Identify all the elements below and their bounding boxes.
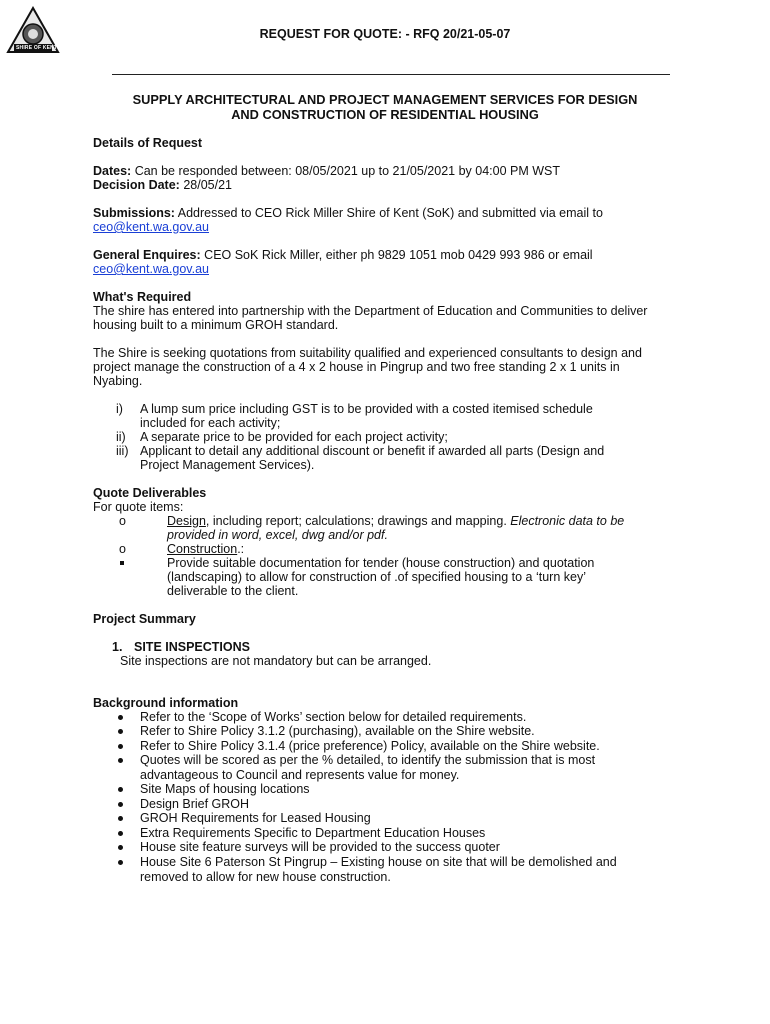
- roman-num: iii): [116, 444, 129, 458]
- background-item-line2: advantageous to Council and represents value for money.: [140, 768, 460, 782]
- summary-item-title: SITE INSPECTIONS: [134, 640, 250, 654]
- construction-sub-line3: deliverable to the client.: [167, 584, 299, 598]
- bullet-icon: [118, 802, 123, 807]
- required-p2-line1: The Shire is seeking quotations from suitability qualified and experienced consultants to design and: [93, 346, 642, 360]
- bullet-icon: [118, 715, 123, 720]
- design-marker: o: [119, 514, 126, 528]
- roman-num: i): [116, 402, 123, 416]
- roman-num: ii): [116, 430, 126, 444]
- decision-line: [93, 178, 232, 193]
- design-line: [167, 514, 624, 529]
- enquires-line: [93, 248, 593, 263]
- submissions-text: Addressed to CEO Rick Miller Shire of Kent (SoK) and submitted via email to: [174, 206, 603, 220]
- background-item: Design Brief GROH: [140, 797, 250, 811]
- dates-line: [93, 164, 560, 179]
- summary-item-text: Site inspections are not mandatory but can be arranged.: [120, 654, 432, 668]
- required-p2-line3: Nyabing.: [93, 374, 143, 388]
- bullet-icon: [118, 787, 123, 792]
- submissions-email-link[interactable]: ceo@kent.wa.gov.au: [93, 220, 209, 234]
- decision-text: 28/05/21: [179, 178, 232, 192]
- design-line2: [167, 528, 388, 543]
- design-italic: Electronic data to be: [506, 514, 625, 528]
- submissions-line: [93, 206, 603, 221]
- summary-heading: Project Summary: [93, 612, 196, 626]
- background-item: Site Maps of housing locations: [140, 782, 310, 796]
- background-item: GROH Requirements for Leased Housing: [140, 811, 371, 825]
- background-item: Refer to the ‘Scope of Works’ section below for detailed requirements.: [140, 710, 527, 724]
- background-item-line2: removed to allow for new house construction.: [140, 870, 391, 884]
- background-heading: Background information: [93, 696, 239, 710]
- construction-sub-line2: (landscaping) to allow for construction of .of specified housing to a ‘turn key’: [167, 570, 586, 584]
- details-heading: Details of Request: [93, 136, 203, 150]
- roman-item-line2: included for each activity;: [140, 416, 281, 430]
- roman-item-line1: A separate price to be provided for each project activity;: [140, 430, 448, 444]
- roman-item-line1: Applicant to detail any additional discount or benefit if awarded all parts (Design and: [140, 444, 605, 458]
- bullet-icon: [118, 758, 123, 763]
- header-divider: [112, 74, 670, 75]
- summary-item-number: 1.: [112, 640, 123, 654]
- design-label: Design: [167, 514, 206, 528]
- design-italic-line2: provided in word, excel, dwg and/or pdf.: [167, 528, 388, 542]
- construction-sub-line1: Provide suitable documentation for tender (house construction) and quotation: [167, 556, 595, 570]
- enquires-email-link[interactable]: ceo@kent.wa.gov.au: [93, 262, 209, 276]
- document-title: REQUEST FOR QUOTE: - RFQ 20/21-05-07: [259, 27, 511, 41]
- required-heading: What's Required: [93, 290, 192, 304]
- deliverables-heading: Quote Deliverables: [93, 486, 207, 500]
- required-p1-line1: The shire has entered into partnership with the Department of Education and Communities to deliver: [93, 304, 648, 318]
- bullet-icon: [118, 845, 123, 850]
- bullet-icon: [118, 831, 123, 836]
- background-item: Refer to Shire Policy 3.1.2 (purchasing), available on the Shire website.: [140, 724, 535, 738]
- roman-item-line2: Project Management Services).: [140, 458, 315, 472]
- logo-text: SHIRE OF KENT: [16, 45, 58, 51]
- required-p2-line2: project manage the construction of a 4 x 2 house in Pingrup and two free standing 2 x 1 units in: [93, 360, 620, 374]
- deliverables-intro: For quote items:: [93, 500, 184, 514]
- decision-label: Decision Date:: [93, 178, 180, 192]
- bullet-icon: [118, 860, 123, 865]
- construction-label: Construction: [167, 542, 238, 556]
- background-item: Refer to Shire Policy 3.1.4 (price preference) Policy, available on the Shire website.: [140, 739, 600, 753]
- dates-label: Dates:: [93, 164, 132, 178]
- bullet-icon: [118, 744, 123, 749]
- enquires-label: General Enquires:: [93, 248, 201, 262]
- main-heading-line1: SUPPLY ARCHITECTURAL AND PROJECT MANAGEMENT SERVICES FOR DESIGN: [132, 92, 638, 107]
- required-p1-line2: housing built to a minimum GROH standard.: [93, 318, 339, 332]
- roman-item-line1: A lump sum price including GST is to be provided with a costed itemised schedule: [140, 402, 593, 416]
- background-item: Quotes will be scored as per the % detailed, to identify the submission that is most: [140, 753, 596, 767]
- construction-text: .:: [237, 542, 245, 556]
- bullet-icon: [118, 729, 123, 734]
- enquires-text: CEO SoK Rick Miller, either ph 9829 1051 mob 0429 993 986 or email: [200, 248, 593, 262]
- submissions-label: Submissions:: [93, 206, 175, 220]
- main-heading-line2: AND CONSTRUCTION OF RESIDENTIAL HOUSING: [231, 107, 539, 122]
- square-bullet-icon: [120, 561, 124, 565]
- dates-text: Can be responded between: 08/05/2021 up to 21/05/2021 by 04:00 PM WST: [131, 164, 560, 178]
- construction-line: [167, 542, 244, 557]
- bullet-icon: [118, 816, 123, 821]
- construction-marker: o: [119, 542, 126, 556]
- background-item: House Site 6 Paterson St Pingrup – Existing house on site that will be demolished and: [140, 855, 617, 869]
- background-item: Extra Requirements Specific to Department Education Houses: [140, 826, 486, 840]
- background-item: House site feature surveys will be provided to the success quoter: [140, 840, 500, 854]
- design-text: , including report; calculations; drawings and mapping.: [205, 514, 507, 528]
